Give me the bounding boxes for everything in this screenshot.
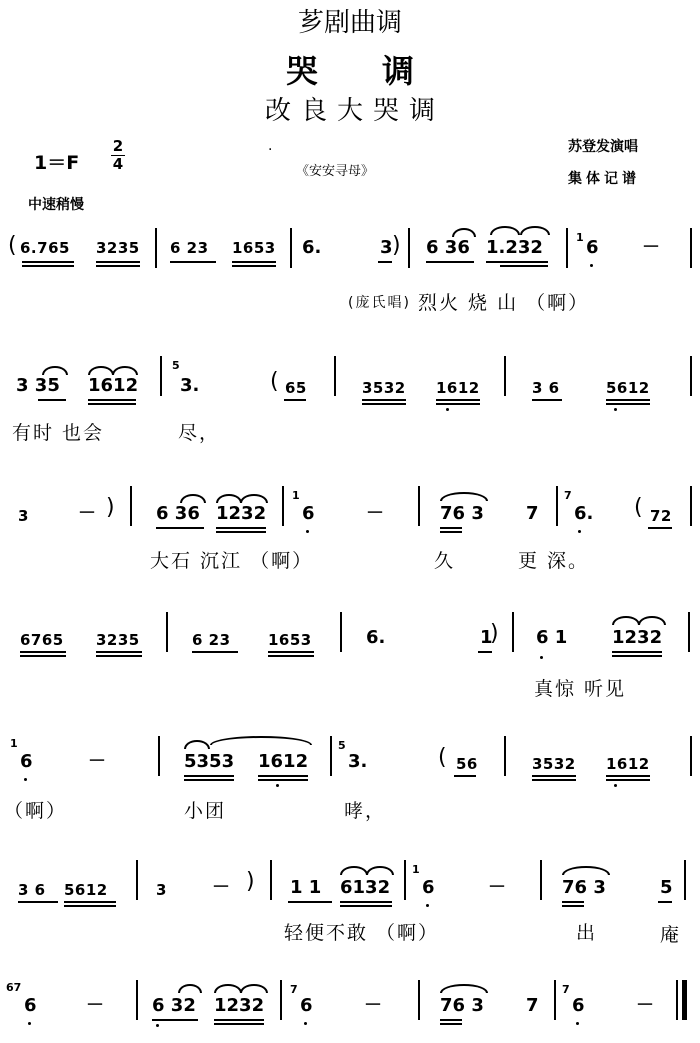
underline — [22, 261, 74, 263]
genre-title: 芗剧曲调 — [297, 8, 402, 38]
note-group: 3235 — [96, 239, 140, 257]
barline — [408, 228, 410, 268]
note-group: 6 23 — [192, 631, 231, 649]
note-group: 1612 — [88, 375, 139, 396]
barline — [566, 228, 568, 268]
note-group: 6 1 — [536, 627, 568, 648]
underline — [64, 901, 116, 903]
dash: － — [364, 995, 382, 1016]
underline — [192, 651, 238, 653]
close-paren: ) — [246, 869, 255, 894]
source-opera: 《安安寻母》 — [296, 164, 375, 179]
underline — [436, 403, 480, 405]
grace-note: 7 — [564, 489, 572, 502]
underline — [64, 905, 116, 907]
slur — [638, 616, 666, 625]
slur — [178, 984, 202, 993]
note-group: 3 6 — [18, 881, 46, 899]
slur — [490, 226, 520, 235]
grace-note: 5 — [338, 739, 346, 752]
lyric-line: 小团 — [184, 800, 227, 822]
header-dot: · — [268, 142, 273, 158]
note: 6 — [572, 995, 585, 1016]
note-group: 6 36 — [426, 237, 470, 258]
barline — [136, 860, 138, 900]
close-paren: ) — [490, 621, 499, 646]
slur — [366, 866, 394, 875]
barline — [418, 486, 420, 526]
underline — [440, 1019, 462, 1021]
note-group: 72 — [650, 507, 672, 525]
underline — [88, 399, 136, 401]
underline — [156, 527, 204, 529]
barline — [554, 980, 556, 1020]
note: 6 — [422, 877, 435, 898]
low-octave-dot — [590, 264, 593, 267]
underline — [532, 399, 562, 401]
slur — [88, 366, 114, 375]
dash: － — [488, 877, 506, 898]
underline — [362, 403, 406, 405]
lyric-line: 出 — [576, 922, 598, 944]
note-group: 56 — [456, 755, 478, 773]
slur — [612, 616, 640, 625]
slur — [520, 226, 550, 235]
underline — [606, 399, 650, 401]
note-group: 1653 — [232, 239, 276, 257]
slur — [216, 494, 242, 503]
barline — [136, 980, 138, 1020]
lyric-line: 烈火 烧 山 （啊） — [418, 292, 590, 314]
note-group: 76 3 — [440, 503, 484, 524]
underline — [658, 901, 672, 903]
underline — [38, 399, 66, 401]
underline — [96, 261, 140, 263]
underline — [152, 1019, 198, 1021]
low-octave-dot — [28, 1022, 31, 1025]
dash: － — [636, 995, 654, 1016]
underline — [184, 779, 234, 781]
underline — [612, 655, 662, 657]
note-group: 5612 — [606, 379, 650, 397]
underline — [96, 655, 142, 657]
dash: － — [78, 503, 96, 524]
lyric-line: 轻便不敢 （啊） — [284, 922, 440, 944]
underline — [258, 775, 308, 777]
note-group: 1232 — [214, 995, 265, 1016]
barline — [540, 860, 542, 900]
performer-credit: 苏登发演唱 — [568, 139, 638, 155]
slur — [214, 984, 242, 993]
underline — [486, 261, 548, 263]
lyric-line: 真惊 听见 — [534, 678, 627, 700]
barline — [690, 736, 692, 776]
underline — [648, 527, 672, 529]
underline — [284, 399, 306, 401]
note: 3 — [156, 881, 167, 899]
note-group: 6.765 — [20, 239, 70, 257]
barline — [418, 980, 420, 1020]
note: 6 — [302, 503, 315, 524]
note-group: 1.232 — [486, 237, 543, 258]
low-octave-dot — [276, 784, 279, 787]
note-group: 3235 — [96, 631, 140, 649]
underline — [288, 901, 332, 903]
close-paren: ) — [106, 495, 115, 520]
low-octave-dot — [578, 530, 581, 533]
note: 6. — [574, 503, 594, 524]
barline — [155, 228, 157, 268]
underline — [500, 265, 548, 267]
underline — [216, 531, 266, 533]
grace-note: 5 — [172, 359, 180, 372]
barline — [512, 612, 514, 652]
underline — [606, 775, 650, 777]
slur — [240, 494, 268, 503]
grace-note: 7 — [562, 983, 570, 996]
underline — [268, 655, 314, 657]
underline — [454, 775, 476, 777]
open-paren: ( — [8, 233, 17, 258]
low-octave-dot — [540, 656, 543, 659]
barline — [270, 860, 272, 900]
low-octave-dot — [576, 1022, 579, 1025]
underline — [478, 651, 492, 653]
underline — [562, 905, 584, 907]
low-octave-dot — [304, 1022, 307, 1025]
final-barline — [682, 980, 687, 1020]
note-group: 76 3 — [440, 995, 484, 1016]
underline — [96, 651, 142, 653]
slur — [184, 740, 210, 749]
slur — [210, 736, 312, 745]
tempo-marking: 中速稍慢 — [28, 197, 84, 213]
underline — [170, 261, 216, 263]
note: 6 — [20, 751, 33, 772]
lyric-line: 哮， — [344, 800, 387, 822]
slur — [562, 866, 610, 875]
underline — [532, 775, 576, 777]
dash: － — [86, 995, 104, 1016]
lyric-line: 更 深。 — [518, 550, 590, 572]
note: 5 — [660, 877, 673, 898]
underline — [612, 651, 662, 653]
lyric-line: （啊） — [4, 800, 68, 822]
barline — [330, 736, 332, 776]
note-group: 3532 — [362, 379, 406, 397]
barline — [282, 486, 284, 526]
note: 1 — [480, 627, 493, 648]
note-group: 5612 — [64, 881, 108, 899]
grace-note: 67 — [6, 981, 22, 994]
note: 3 — [380, 237, 393, 258]
barline — [690, 228, 692, 268]
barline — [684, 860, 686, 900]
note-group: 6 36 — [156, 503, 200, 524]
barline — [160, 356, 162, 396]
dash: － — [366, 503, 384, 524]
barline — [404, 860, 406, 900]
lyric-line: 有时 也会 — [12, 422, 105, 444]
note-group: 1232 — [216, 503, 267, 524]
slur — [240, 984, 268, 993]
dash: － — [642, 237, 660, 258]
low-octave-dot — [24, 778, 27, 781]
note: 6. — [366, 627, 386, 648]
barline — [334, 356, 336, 396]
note-group: 1612 — [606, 755, 650, 773]
note: 7 — [526, 995, 539, 1016]
note-group: 3 6 — [532, 379, 560, 397]
low-octave-dot — [614, 784, 617, 787]
underline — [20, 651, 66, 653]
slur — [180, 494, 206, 503]
barline — [688, 612, 690, 652]
note-group: 3 35 — [16, 375, 60, 396]
slur — [440, 492, 488, 501]
transcriber-credit: 集体记谱 — [568, 171, 640, 187]
slur — [340, 866, 368, 875]
note-group: 1232 — [612, 627, 663, 648]
note-group: 1612 — [436, 379, 480, 397]
note-group: 6132 — [340, 877, 391, 898]
underline — [214, 1019, 264, 1021]
lyric-line: 久 — [434, 550, 456, 572]
underline — [18, 901, 58, 903]
note-group: 65 — [285, 379, 307, 397]
note-group: 6 23 — [170, 239, 209, 257]
barline — [556, 486, 558, 526]
note-group: 6765 — [20, 631, 64, 649]
underline — [378, 261, 392, 263]
low-octave-dot — [156, 1024, 159, 1027]
slur — [452, 228, 476, 237]
open-paren: ( — [438, 745, 447, 770]
underline — [362, 399, 406, 401]
note-group: 5353 — [184, 751, 235, 772]
note-group: 1 1 — [290, 877, 322, 898]
lyric-line: 大石 沉江 （啊） — [150, 550, 314, 572]
grace-note: 1 — [576, 231, 584, 244]
note-group: 1653 — [268, 631, 312, 649]
underline — [532, 779, 576, 781]
slur — [112, 366, 138, 375]
note: 7 — [526, 503, 539, 524]
note-group: 76 3 — [562, 877, 606, 898]
lyric-line: 庵 — [660, 924, 682, 946]
underline — [214, 1023, 264, 1025]
underline — [232, 261, 276, 263]
open-paren: ( — [270, 369, 279, 394]
time-signature — [110, 138, 126, 173]
slur — [440, 984, 488, 993]
underline — [232, 265, 276, 267]
grace-note: 1 — [10, 737, 18, 750]
barline — [280, 980, 282, 1020]
barline — [690, 486, 692, 526]
barline — [340, 612, 342, 652]
close-paren: ) — [392, 233, 401, 258]
barline — [158, 736, 160, 776]
underline — [216, 527, 266, 529]
low-octave-dot — [306, 530, 309, 533]
underline — [440, 531, 462, 533]
song-subtitle: 改良大哭调 — [264, 96, 445, 126]
underline — [440, 1023, 462, 1025]
grace-note: 1 — [292, 489, 300, 502]
note-group: 1612 — [258, 751, 309, 772]
grace-note: 7 — [290, 983, 298, 996]
underline — [184, 775, 234, 777]
barline — [504, 736, 506, 776]
underline — [268, 651, 314, 653]
note: 3. — [180, 375, 200, 396]
low-octave-dot — [614, 408, 617, 411]
underline — [22, 265, 74, 267]
low-octave-dot — [426, 904, 429, 907]
key-signature: 1＝F — [34, 152, 80, 174]
low-octave-dot — [446, 408, 449, 411]
note: 6 — [300, 995, 313, 1016]
grace-note: 1 — [412, 863, 420, 876]
barline — [130, 486, 132, 526]
underline — [258, 779, 308, 781]
song-title: 哭调 — [285, 52, 478, 90]
underline — [606, 779, 650, 781]
dash: － — [88, 751, 106, 772]
underline — [562, 901, 584, 903]
note-group: 6 32 — [152, 995, 196, 1016]
barline — [676, 980, 678, 1020]
underline — [96, 265, 140, 267]
underline — [606, 403, 650, 405]
lyric-line: 尽， — [178, 422, 221, 444]
barline — [690, 356, 692, 396]
open-paren: ( — [634, 495, 643, 520]
underline — [436, 399, 480, 401]
underline — [440, 527, 462, 529]
underline — [426, 261, 474, 263]
meter-bottom: 4 — [112, 155, 124, 173]
meter-top: 2 — [112, 137, 124, 155]
note-group: 3532 — [532, 755, 576, 773]
note: 6 — [586, 237, 599, 258]
barline — [504, 356, 506, 396]
barline — [290, 228, 292, 268]
dash: － — [212, 877, 230, 898]
role-label: (庞氏唱) — [348, 295, 411, 311]
underline — [340, 901, 392, 903]
note: 6. — [302, 237, 322, 258]
note: 3. — [348, 751, 368, 772]
underline — [340, 905, 392, 907]
barline — [166, 612, 168, 652]
slur — [42, 366, 68, 375]
note: 3 — [18, 507, 29, 525]
note: 6 — [24, 995, 37, 1016]
underline — [20, 655, 66, 657]
underline — [88, 403, 136, 405]
